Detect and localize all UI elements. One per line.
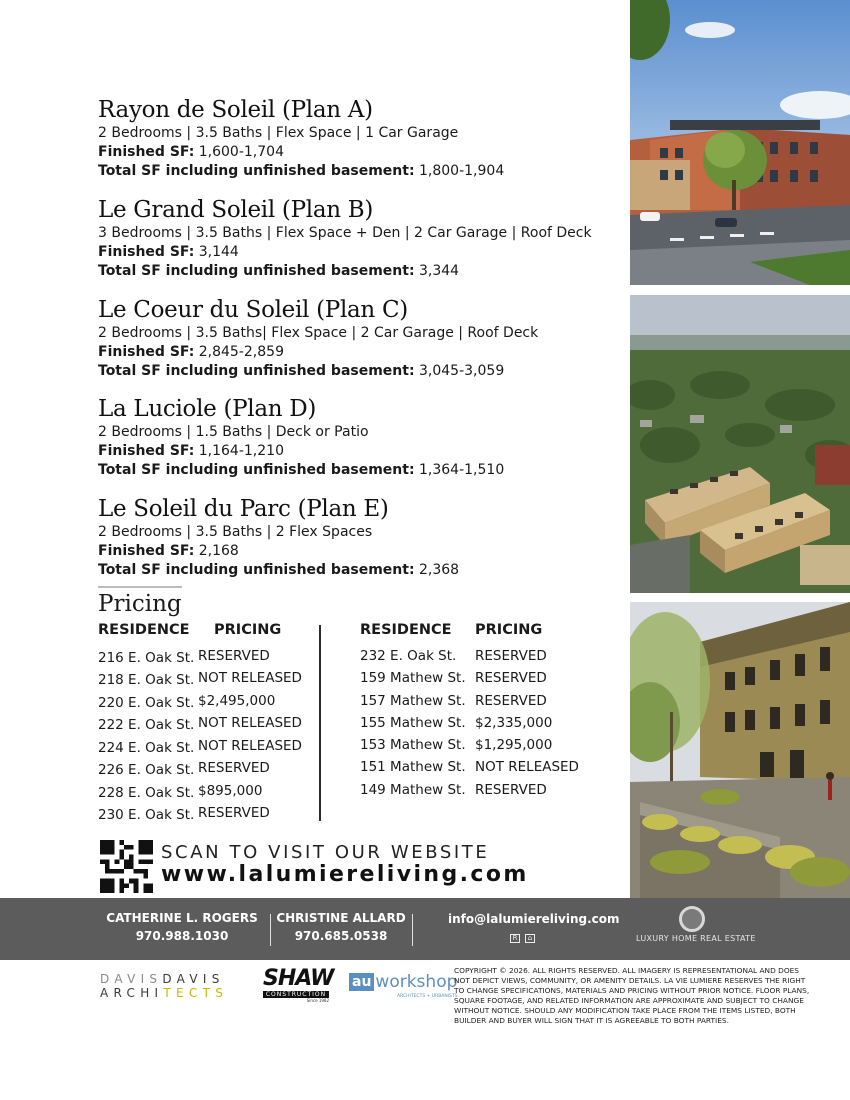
courtyard-rendering-image: [630, 602, 850, 898]
plan-features: 2 Bedrooms | 1.5 Baths | Deck or Patio: [98, 424, 369, 440]
residence-cell: 226 E. Oak St.: [98, 762, 195, 778]
column-header-pricing: PRICING: [475, 622, 543, 638]
pricing-title: Pricing: [98, 591, 182, 617]
equal-housing-icon: ⌂: [525, 934, 535, 943]
price-cell: RESERVED: [475, 670, 547, 686]
price-cell: $895,000: [198, 783, 263, 799]
price-cell: NOT RELEASED: [198, 738, 302, 754]
plan-total-sf: Total SF including unfinished basement: 2,368: [98, 562, 460, 578]
residence-cell: 151 Mathew St.: [360, 759, 466, 775]
davis-logo-bottom: ARCHITECTS: [100, 986, 229, 1000]
price-cell: $1,295,000: [475, 737, 553, 753]
price-cell: RESERVED: [475, 648, 547, 664]
davis-davis-logo: [100, 972, 228, 1000]
price-cell: $2,495,000: [198, 693, 276, 709]
residence-cell: 228 E. Oak St.: [98, 785, 195, 801]
price-cell: NOT RELEASED: [198, 715, 302, 731]
davis-logo-top: DAVISDAVIS: [100, 972, 225, 986]
plan-total-sf: Total SF including unfinished basement: 3,344: [98, 263, 460, 279]
scan-title: SCAN TO VISIT OUR WEBSITE: [161, 842, 490, 863]
price-cell: RESERVED: [475, 693, 547, 709]
plan-features: 3 Bedrooms | 3.5 Baths | Flex Space + Den | 2 Car Garage | Roof Deck: [98, 225, 592, 241]
residence-cell: 149 Mathew St.: [360, 782, 466, 798]
residence-cell: 218 E. Oak St.: [98, 672, 195, 688]
plan-finished-sf: Finished SF: 1,164-1,210: [98, 443, 284, 459]
residence-cell: 153 Mathew St.: [360, 737, 466, 753]
website-link[interactable]: www.lalumiereliving.com: [161, 862, 529, 887]
residence-cell: 220 E. Oak St.: [98, 695, 195, 711]
section-divider: [98, 586, 182, 588]
email-link[interactable]: info@lalumiereliving.com: [448, 912, 620, 926]
workshop-wordmark: workshop: [375, 972, 458, 992]
plan-title: Rayon de Soleil (Plan A): [98, 97, 373, 123]
price-cell: NOT RELEASED: [198, 670, 302, 686]
street-rendering-image: [630, 0, 850, 285]
residence-cell: 216 E. Oak St.: [98, 650, 195, 666]
shaw-wordmark: SHAW: [263, 966, 334, 991]
plan-features: 2 Bedrooms | 3.5 Baths | 2 Flex Spaces: [98, 524, 373, 540]
agent-catherine: [97, 910, 267, 946]
column-header-pricing: PRICING: [214, 622, 282, 638]
price-cell: RESERVED: [198, 760, 270, 776]
plan-d: [98, 396, 623, 480]
plan-features: 2 Bedrooms | 3.5 Baths | Flex Space | 1 Car Garage: [98, 125, 459, 141]
column-header-residence: RESIDENCE: [98, 622, 190, 638]
column-header-residence: RESIDENCE: [360, 622, 452, 638]
contact-band: [0, 898, 850, 960]
residence-cell: 222 E. Oak St.: [98, 717, 195, 733]
band-divider: [412, 914, 413, 946]
plan-c: [98, 297, 623, 381]
plan-features: 2 Bedrooms | 3.5 Baths| Flex Space | 2 Car Garage | Roof Deck: [98, 325, 539, 341]
au-workshop-logo: [349, 972, 458, 999]
agent-name: CHRISTINE ALLARD: [276, 911, 406, 925]
residence-cell: 157 Mathew St.: [360, 693, 466, 709]
brokerage-logo: [636, 906, 756, 943]
residence-cell: 232 E. Oak St.: [360, 648, 457, 664]
shaw-subtitle: CONSTRUCTION: [263, 991, 329, 998]
shaw-construction-logo: [263, 966, 334, 1003]
au-mark: au: [349, 973, 374, 991]
housing-icons: [510, 934, 535, 943]
plan-finished-sf: Finished SF: 2,168: [98, 543, 239, 559]
residence-cell: 155 Mathew St.: [360, 715, 466, 731]
price-cell: RESERVED: [475, 782, 547, 798]
price-cell: NOT RELEASED: [475, 759, 579, 775]
plan-finished-sf: Finished SF: 3,144: [98, 244, 239, 260]
plan-title: Le Soleil du Parc (Plan E): [98, 496, 389, 522]
plan-finished-sf: Finished SF: 2,845-2,859: [98, 344, 284, 360]
table-divider: [319, 625, 321, 821]
plan-total-sf: Total SF including unfinished basement: 3,045-3,059: [98, 363, 505, 379]
plan-e: [98, 496, 623, 580]
agent-phone[interactable]: 970.685.0538: [294, 929, 388, 943]
shaw-since: Since 1982: [306, 998, 329, 1003]
plan-finished-sf: Finished SF: 1,600-1,704: [98, 144, 284, 160]
plan-title: Le Coeur du Soleil (Plan C): [98, 297, 408, 323]
agent-christine: [256, 910, 426, 946]
brokerage-emblem-icon: [679, 906, 705, 932]
plan-a: [98, 97, 623, 181]
residence-cell: 224 E. Oak St.: [98, 740, 195, 756]
agent-name: CATHERINE L. ROGERS: [106, 911, 258, 925]
plan-total-sf: Total SF including unfinished basement: 1,800-1,904: [98, 163, 505, 179]
price-cell: RESERVED: [198, 648, 270, 664]
residence-cell: 230 E. Oak St.: [98, 807, 195, 823]
plan-b: [98, 197, 623, 281]
residence-cell: 159 Mathew St.: [360, 670, 466, 686]
price-cell: RESERVED: [198, 805, 270, 821]
plan-title: Le Grand Soleil (Plan B): [98, 197, 374, 223]
plan-title: La Luciole (Plan D): [98, 396, 317, 422]
realtor-icon: R: [510, 934, 520, 943]
au-subtitle: ARCHITECTS + URBANISTS: [397, 994, 458, 999]
aerial-rendering-image: [630, 295, 850, 593]
qr-code-icon[interactable]: [99, 840, 154, 893]
brokerage-name: LUXURY HOME REAL ESTATE: [636, 934, 756, 943]
price-cell: $2,335,000: [475, 715, 553, 731]
plan-total-sf: Total SF including unfinished basement: 1,364-1,510: [98, 462, 505, 478]
agent-phone[interactable]: 970.988.1030: [135, 929, 229, 943]
copyright-notice: COPYRIGHT © 2026. ALL RIGHTS RESERVED. ALL IMAGERY IS REPRESENTATIONAL AND DOES NOT DEPICT VIEWS, COMMUNITY, OR AMENITY DETAILS. LA VIE LUMIERE RESERVES THE RIGHT TO CHANGE SPECIFICATIONS, MATERIALS AND PRICING WITHOUT PRIOR NOTICE. FLOOR PLANS, SQUARE FOOTAGE, AND RELATED INFORMATION ARE APPROXIMATE AND SUBJECT TO CHANGE WITHOUT NOTICE. SHOULD ANY MODIFICATION TAKE PLACE FROM THE ITEMS LISTED, BOTH BUILDER AND BUYER WILL SIGN THAT IT IS AGREEABLE TO BOTH PARTIES.: [454, 966, 810, 1025]
